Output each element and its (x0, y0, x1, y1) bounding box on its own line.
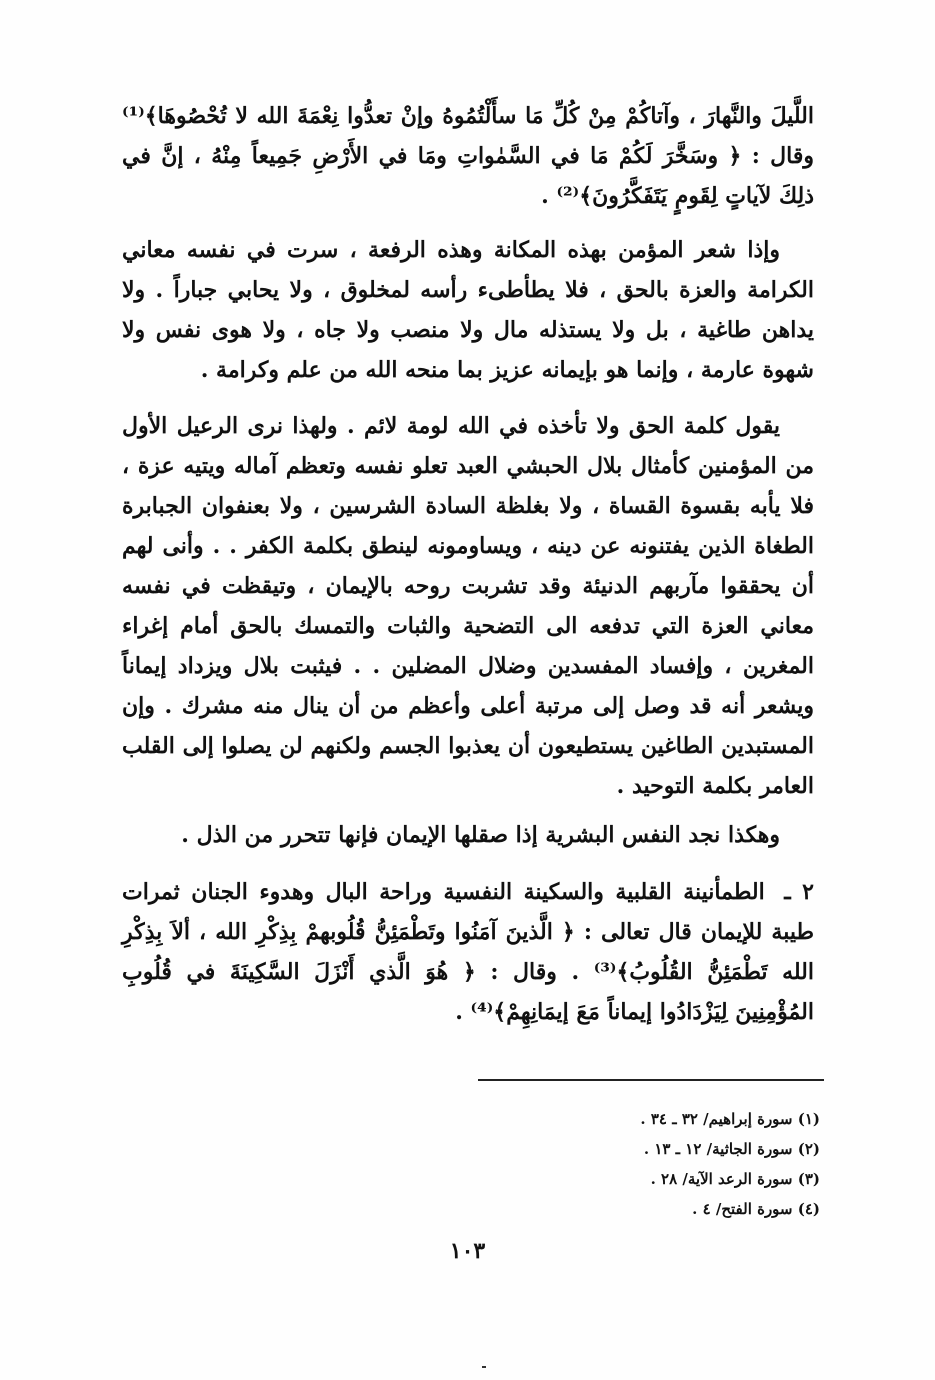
scan-speck (482, 1366, 486, 1368)
footnote-3: (٣) سورة الرعد الآية/ ٢٨ . (650, 1170, 820, 1188)
paragraph-conclusion: وهكذا نجد النفس البشرية إذا صقلها الإيمان فإنها تتحرر من الذل . (181, 822, 780, 848)
paragraph-dignity: وإذا شعر المؤمن بهذه المكانة وهذه الرفعة ، سرت في نفسه معاني الكرامة والعزة بالحق ، فلا يطأطىء رأسه لمخلوق ، ولا يحابي جباراً . ولا يداهن طاغية ، بل ولا يستذله مال ولا منصب ولا جاه ، ولا هوى نفس ولا شهوة عارمة ، وإنما هو بإيمانه عزيز بما منحه الله من علم وكرامة . (122, 237, 814, 383)
paragraph-bilal: يقول كلمة الحق ولا تأخذه في الله لومة لائم . ولهذا نرى الرعيل الأول من المؤمنين كأمثال بلال الحبشي العبد تعلو نفسه وتعظم آماله ويتيه عزة ، فلا يأبه بقسوة القساة ، ولا بغلظة السادة الشرسين ، ولا بعنفوان الجبابرة الطغاة الذين يفتنونه عن دينه ، ويساومونه لينطق بكلمة الكفر . . وأنى لهم أن يحققوا مآربهم الدنيئة وقد تشربت روحه بالإيمان ، وتيقظت في نفسه معاني العزة التي تدفعه الى التضحية والثبات والتمسك بالحق أمام إغراء المغرين ، وإفساد المفسدين وضلال المضلين . . فيثبت بلال ويزداد إيماناً ويشعر أنه قد وصل إلى مرتبة أعلى وأعظم من أن ينال منه مشرك . وإن المستبدين الطاغين يستطيعون أن يعذبوا الجسم ولكنهم لن يصلوا إلى القلب العامر بكلمة التوحيد . (122, 413, 814, 799)
list-item-2 (122, 872, 814, 1032)
footnote-2: (٢) سورة الجاثية/ ١٢ ـ ١٣ . (643, 1140, 820, 1158)
footnote-4: (٤) سورة الفتح/ ٤ . (692, 1200, 820, 1218)
page-number: ١٠٣ (449, 1238, 486, 1264)
footnote-divider (478, 1079, 824, 1081)
footnote-1: (١) سورة إبراهيم/ ٣٢ ـ ٣٤ . (640, 1110, 820, 1128)
list-item-number: ٢ ـ (784, 879, 814, 905)
list-item-text: الطمأنينة القلبية والسكينة النفسية وراحة البال وهدوء الجنان ثمرات طيبة للإيمان قال تعالى : ﴿ الَّذينَ آمَنُوا وتَطْمَئِنُّ قُلُوبهمْ بِذِكْرِ الله ، ألاَ بِذِكْرِ الله تَطْمَئِنُّ القُلُوبُ﴾⁽³⁾ . وقال : ﴿ هُوَ الَّذي أَنْزَلَ السَّكِينَةَ في قُلُوبِ المُؤْمِنِينَ لِيَزْدَادُوا إيماناً مَعَ إيمَانِهِمْ﴾⁽⁴⁾ . (122, 879, 815, 1025)
footnotes-list (520, 1104, 820, 1224)
quran-quote-paragraph: اللَّيلَ والنَّهارَ ، وآتاكُمْ مِنْ كُلِّ مَا سأَلْتُمُوهُ وإنْ تعدُّوا نِعْمَةَ الله لا تُحْصُوهَا﴾⁽¹⁾ وقال : ﴿ وسَخَّرَ لَكُمْ مَا في السَّمٰواتِ ومَا في الأَرْضِ جَمِيعاً مِنْهُ ، إنَّ في ذلِكَ لآياتٍ لِقَومٍ يَتَفَكَّرُونَ﴾⁽²⁾ . (122, 103, 814, 209)
